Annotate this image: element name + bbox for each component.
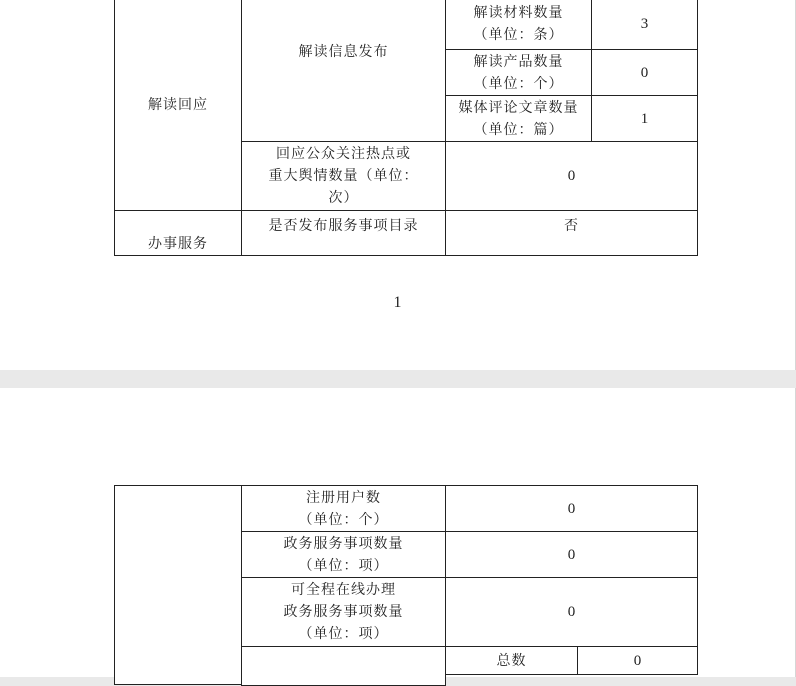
value-services [445,531,698,578]
item-users-label: 注册用户数 （单位：个） [298,489,389,528]
value-total-text: 0 [633,652,642,669]
value-users-text: 0 [567,500,576,517]
value-media-text: 1 [640,110,649,127]
item-total [445,646,578,675]
sub-interpret-publish-label: 解读信息发布 [298,44,389,60]
value-hotspots-text: 0 [567,168,576,184]
row-group-interpret-label: 解读回应 [148,96,208,113]
item-next-partial [241,646,446,686]
item-online [241,577,446,647]
item-catalog-label: 是否发布服务事项目录 [268,218,419,234]
item-materials [445,0,592,50]
item-users [241,485,446,532]
item-services-label: 政务服务事项数量 （单位：项） [283,535,404,574]
item-hotspots-label: 回应公众关注热点或 重大舆情数量（单位： 次） [268,146,419,206]
item-products [445,49,592,96]
item-hotspots [241,141,446,211]
item-media [445,95,592,142]
value-products-text: 0 [640,64,649,81]
item-materials-label: 解读材料数量 （单位：条） [473,5,564,43]
row-group-service-continued [114,485,242,685]
value-catalog-text: 否 [564,218,579,234]
value-services-text: 0 [567,546,576,563]
value-online [445,577,698,647]
item-services [241,531,446,578]
item-catalog [241,210,446,256]
page-number: 1 [393,294,402,311]
value-users [445,485,698,532]
value-total [577,646,698,675]
row-group-service-label: 办事服务 [148,236,208,252]
value-materials-text: 3 [640,16,649,32]
document-page-2 [0,388,796,677]
sub-interpret-publish [241,0,446,142]
value-materials [591,0,698,50]
row-group-interpret [114,0,242,211]
value-media [591,95,698,142]
value-online-text: 0 [567,604,576,620]
item-online-label: 可全程在线办理 政务服务事项数量 （单位：项） [283,582,404,642]
item-media-label: 媒体评论文章数量 （单位：篇） [458,99,579,138]
item-products-label: 解读产品数量 （单位：个） [473,53,564,92]
value-products [591,49,698,96]
value-catalog [445,210,698,256]
row-group-service [114,210,242,256]
value-hotspots [445,141,698,211]
item-total-label: 总数 [496,652,527,669]
